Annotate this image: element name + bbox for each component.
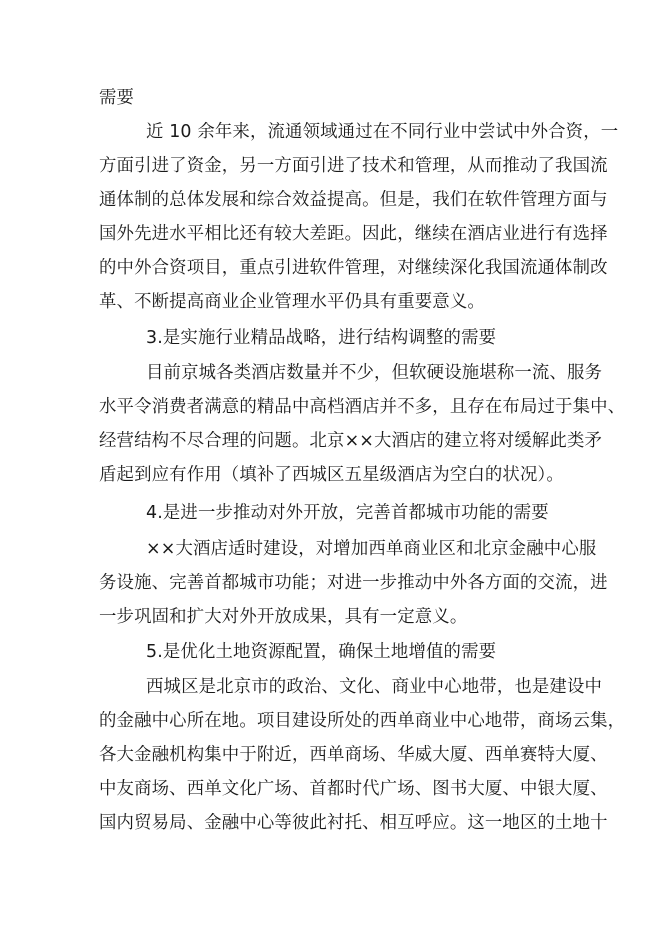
text-line: 通体制的总体发展和综合效益提高。但是，我们在软件管理方面与 (99, 190, 608, 210)
text-line: 中友商场、西单文化广场、首都时代广场、图书大厦、中银大厦、 (99, 779, 608, 799)
text-line: 革、不断提高商业企业管理水平仍具有重要意义。 (99, 292, 485, 312)
text-line: 水平令消费者满意的精品中高档酒店并不多，且存在布局过于集中、 (99, 397, 626, 417)
text-line: 国内贸易局、金融中心等彼此衬托、相互呼应。这一地区的土地十 (99, 813, 608, 833)
text-line: 需要 (99, 88, 135, 108)
text-line: 经营结构不尽合理的问题。北京××大酒店的建立将对缓解此类矛 (99, 431, 603, 451)
section-heading: 5.是优化土地资源配置，确保土地增值的需要 (146, 642, 497, 662)
text-line: 一步巩固和扩大对外开放成果，具有一定意义。 (99, 607, 468, 627)
paragraph-start-line: ××大酒店适时建设，对增加西单商业区和北京金融中心服 (146, 539, 597, 559)
text-line: 方面引进了资金，另一方面引进了技术和管理，从而推动了我国流 (99, 156, 608, 176)
paragraph-start-line: 近 10 余年来，流通领域通过在不同行业中尝试中外合资，一 (146, 122, 619, 142)
text-line: 盾起到应有作用（填补了西城区五星级酒店为空白的状况）。 (99, 465, 564, 485)
section-heading: 4.是进一步推动对外开放，完善首都城市功能的需要 (146, 503, 549, 523)
text-line: 国外先进水平相比还有较大差距。因此，继续在酒店业进行有选择 (99, 224, 608, 244)
text-line: 各大金融机构集中于附近，西单商场、华威大厦、西单赛特大厦、 (99, 745, 608, 765)
paragraph-start-line: 西城区是北京市的政治、文化、商业中心地带，也是建设中 (146, 677, 603, 697)
text-line: 务设施、完善首都城市功能；对进一步推动中外各方面的交流，进 (99, 573, 608, 593)
text-line: 的金融中心所在地。项目建设所处的西单商业中心地带，商场云集， (99, 711, 626, 731)
section-heading: 3.是实施行业精品战略，进行结构调整的需要 (146, 328, 497, 348)
text-line: 的中外合资项目，重点引进软件管理，对继续深化我国流通体制改 (99, 258, 608, 278)
paragraph-start-line: 目前京城各类酒店数量并不少，但软硬设施堪称一流、服务 (146, 363, 603, 383)
